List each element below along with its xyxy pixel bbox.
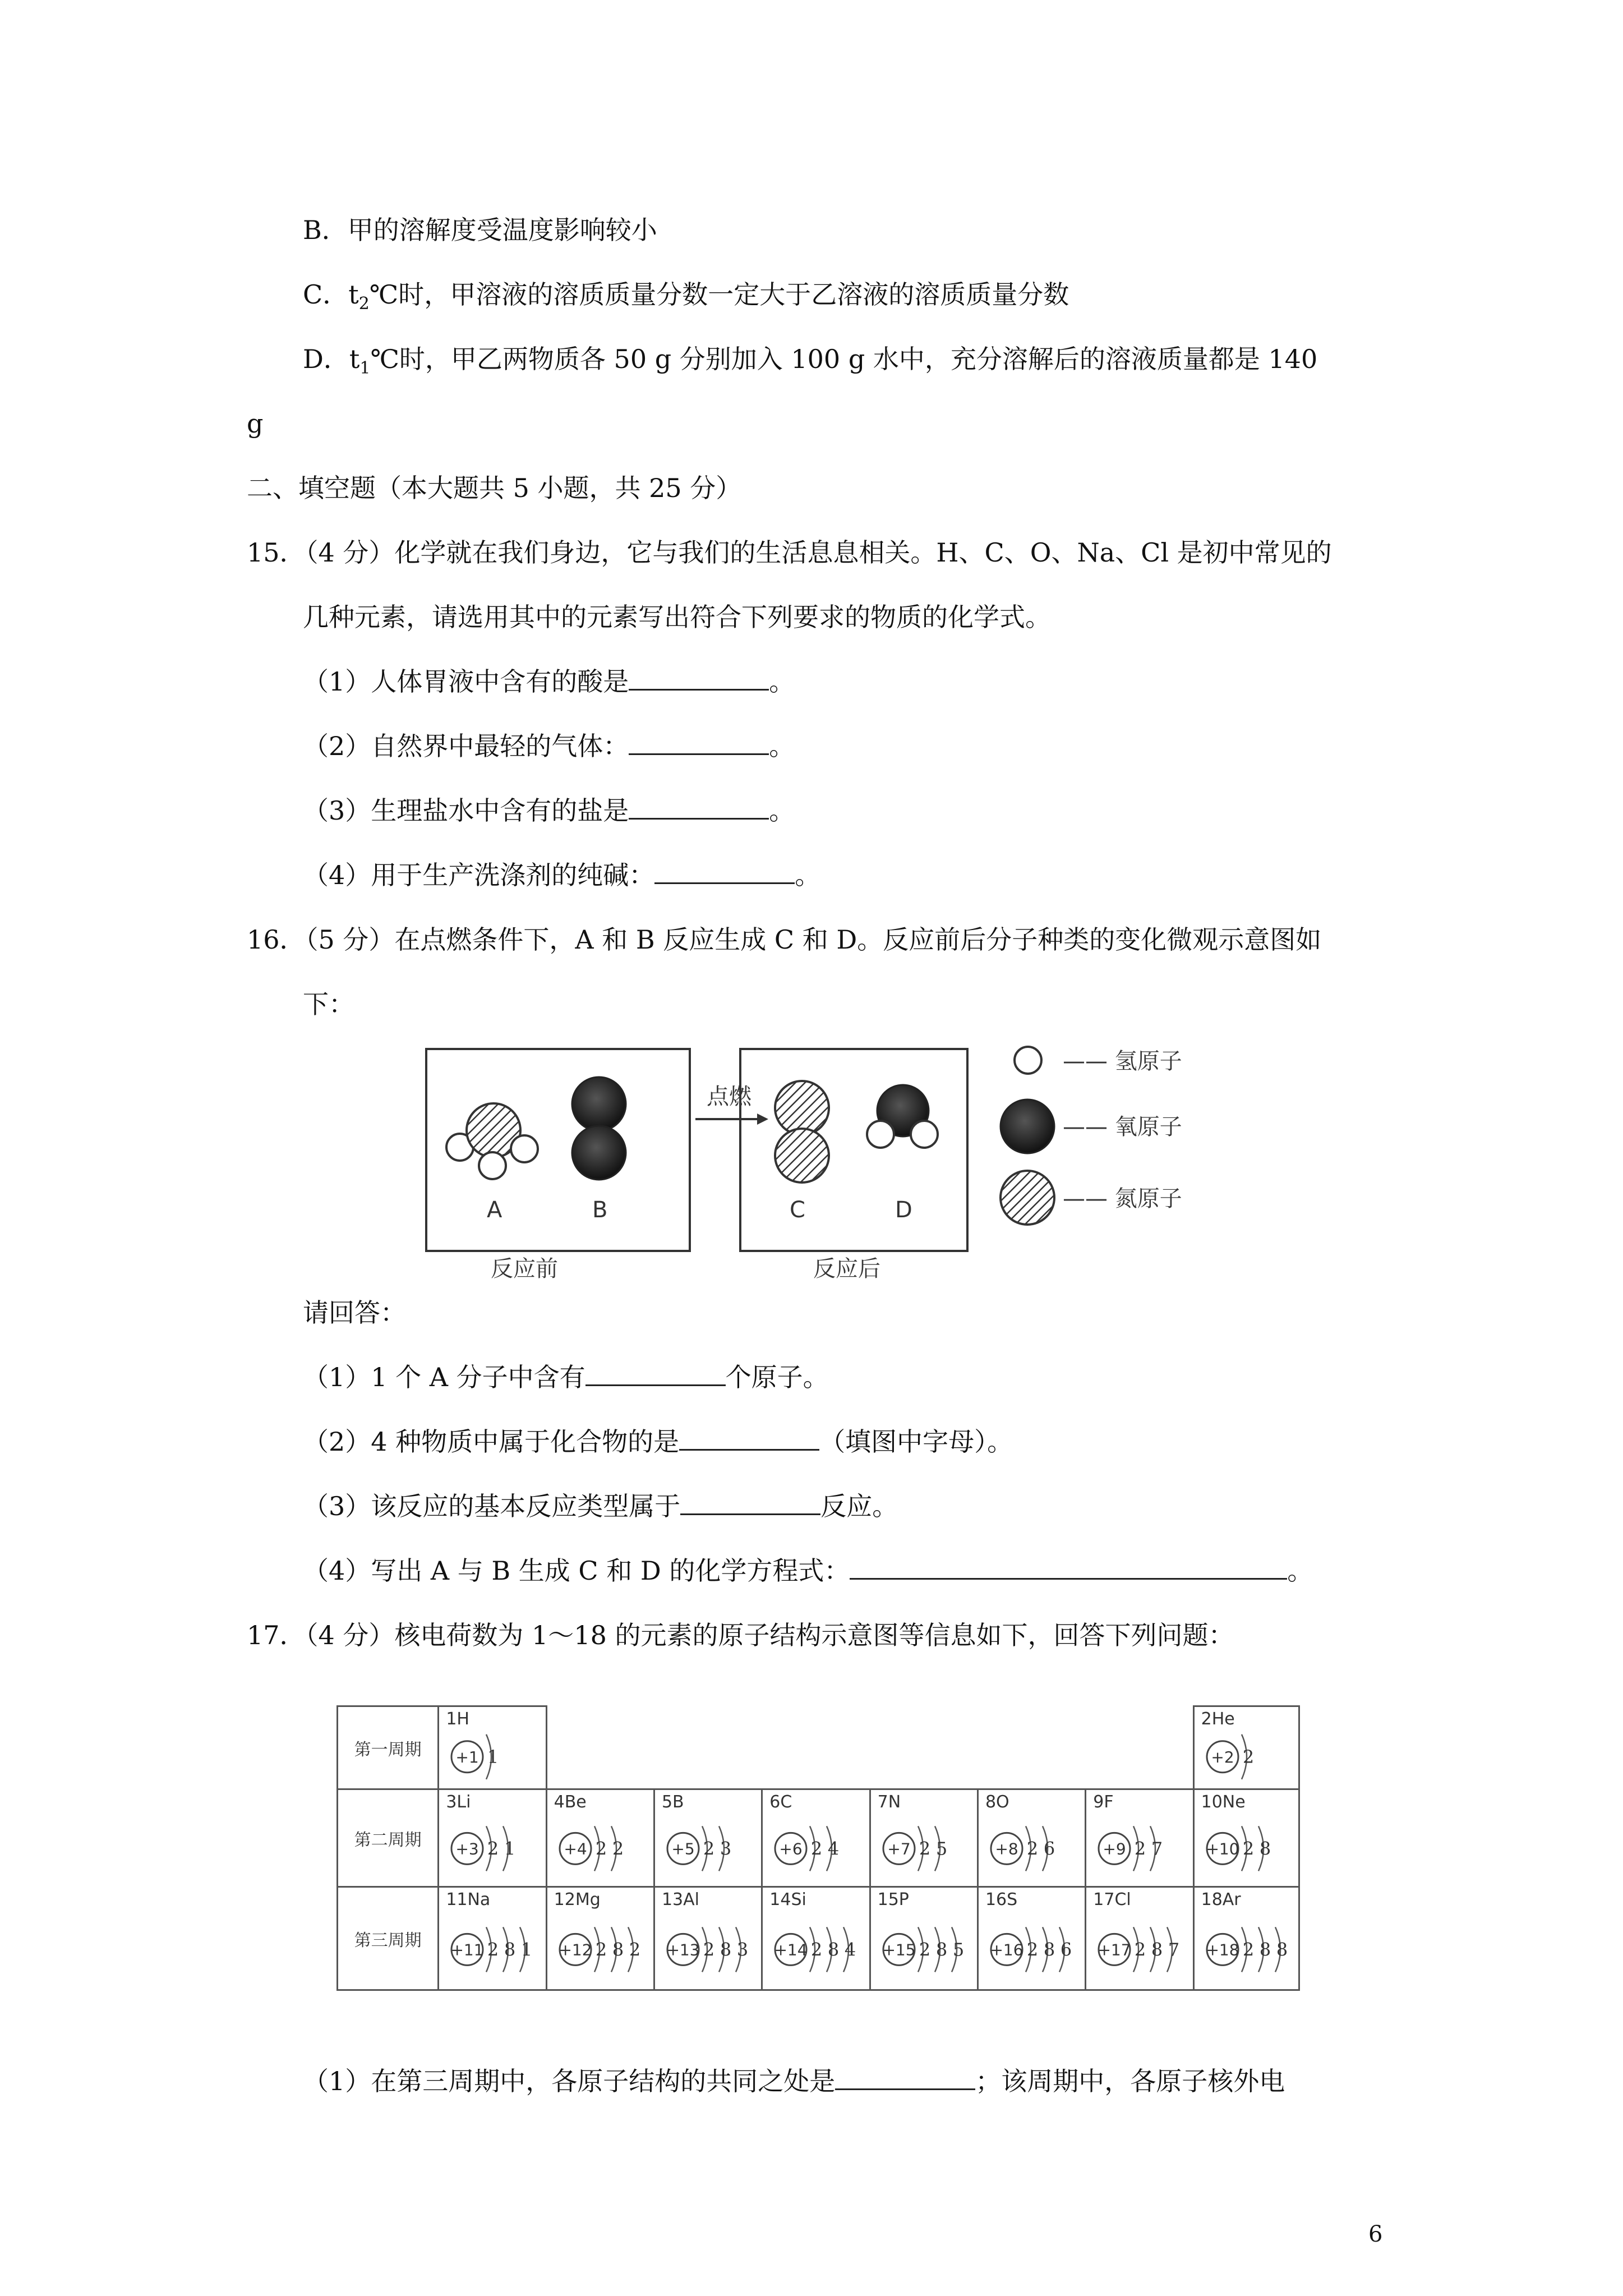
element-cell — [654, 1887, 762, 1990]
q16-stem: 16．（5 分）在点燃条件下，A 和 B 反应生成 C 和 D。反应前后分子种类的变化微观示意图如 — [247, 924, 1322, 955]
option-c-sub: 2 — [358, 294, 370, 314]
legend-h-icon — [1015, 1047, 1041, 1074]
q15-stem: 15．（4 分）化学就在我们身边，它与我们的生活息息相关。H、C、O、Na、Cl 是初中常见的 — [247, 537, 1332, 568]
atom-structure-diagram — [763, 1790, 870, 1888]
element-symbol: 5B — [661, 1792, 684, 1812]
option-d-text: ℃时，甲乙两物质各 50 g 分别加入 100 g 水中，充分溶解后的溶液质量都是 140 — [370, 344, 1318, 374]
q16-sub4-text: （4）写出 A 与 B 生成 C 和 D 的化学方程式： — [303, 1556, 850, 1586]
atom-structure-diagram — [871, 1888, 979, 1991]
atom-structure-diagram — [439, 1790, 547, 1888]
shell-electron-count: 2 — [612, 1838, 624, 1860]
atom-structure-diagram — [439, 1707, 547, 1790]
shell-electron-count: 4 — [828, 1838, 840, 1860]
answer-blank[interactable] — [680, 1491, 820, 1515]
h-atom — [511, 1135, 538, 1162]
arrow-head — [757, 1114, 768, 1125]
shell-electron-count: 8 — [720, 1939, 732, 1961]
element-symbol: 15P — [877, 1890, 909, 1910]
option-b: B．甲的溶解度受温度影响较小 — [303, 215, 657, 245]
element-cell — [870, 1887, 978, 1990]
nuclear-charge: +6 — [779, 1839, 803, 1858]
shell-electron-count: 2 — [703, 1939, 715, 1961]
atom-structure-diagram — [439, 1888, 547, 1991]
shell-electron-count: 2 — [487, 1939, 499, 1961]
shell-electron-count: 2 — [1135, 1939, 1146, 1961]
shell-electron-count: 8 — [1259, 1838, 1271, 1860]
shell-electron-count: 7 — [1168, 1939, 1180, 1961]
nuclear-charge: +2 — [1210, 1747, 1234, 1766]
answer-blank[interactable] — [629, 795, 769, 820]
answer-blank[interactable] — [629, 731, 769, 755]
q15-sub1-text: （1）人体胃液中含有的酸是 — [303, 666, 629, 697]
atom-structure-diagram — [1195, 1790, 1300, 1888]
element-cell — [1193, 1789, 1299, 1887]
shell-electron-count: 3 — [736, 1939, 749, 1961]
element-symbol: 12Mg — [554, 1890, 601, 1910]
atom-structure-diagram — [871, 1790, 979, 1888]
shell-electron-count: 8 — [612, 1939, 624, 1961]
o-atom — [572, 1126, 626, 1180]
element-symbol: 6C — [769, 1792, 792, 1812]
q16-sub4 — [303, 1554, 1313, 1588]
period-label: 第三周期 — [338, 1887, 439, 1990]
option-c-text: ℃时，甲溶液的溶质质量分数一定大于乙溶液的溶质质量分数 — [369, 279, 1069, 310]
element-cell — [762, 1887, 870, 1990]
atom-structure-diagram — [655, 1790, 763, 1888]
q16-sub2-tail: （填图中字母）。 — [819, 1427, 1013, 1457]
element-cell — [1086, 1789, 1193, 1887]
h-atom — [911, 1121, 938, 1148]
element-symbol: 14Si — [769, 1890, 806, 1910]
element-cell — [439, 1706, 546, 1789]
legend-o: —— 氧原子 — [1063, 1114, 1182, 1140]
element-symbol: 16S — [985, 1890, 1018, 1910]
shell-electron-count: 2 — [595, 1939, 607, 1961]
atom-structure-diagram — [547, 1888, 655, 1991]
shell-electron-count: 2 — [1026, 1838, 1039, 1860]
answer-blank[interactable] — [679, 1427, 819, 1451]
element-cell — [439, 1887, 546, 1990]
period-mark: 。 — [1287, 1556, 1313, 1586]
option-d — [303, 342, 1317, 376]
element-symbol: 18Ar — [1201, 1890, 1241, 1910]
arrow-label: 点燃 — [707, 1084, 751, 1110]
element-cell — [870, 1789, 978, 1887]
q15-sub2-text: （2）自然界中最轻的气体： — [303, 731, 629, 761]
q16-sub1-text: （1）1 个 A 分子中含有 — [303, 1362, 585, 1392]
q16-sub1 — [303, 1360, 829, 1394]
answer-blank[interactable] — [850, 1556, 1287, 1580]
shell-electron-count: 8 — [828, 1939, 840, 1961]
q17-sub1 — [303, 2064, 1285, 2098]
option-d-continued: g — [247, 408, 264, 439]
shell-electron-count: 6 — [1043, 1838, 1055, 1860]
reaction-diagram — [421, 1038, 1385, 1290]
n-atom — [775, 1129, 829, 1182]
shell-electron-count: 2 — [1135, 1838, 1146, 1860]
label-b: B — [592, 1197, 608, 1223]
section-heading: 二、填空题（本大题共 5 小题，共 25 分） — [247, 473, 742, 503]
answer-blank[interactable] — [835, 2066, 975, 2090]
shell-electron-count: 2 — [595, 1838, 607, 1860]
label-a: A — [487, 1197, 502, 1223]
label-c: C — [790, 1197, 805, 1223]
atom-structure-diagram — [1086, 1790, 1194, 1888]
q16-sub3-text: （3）该反应的基本反应类型属于 — [303, 1491, 681, 1521]
element-cell — [762, 1789, 870, 1887]
period-mark: 。 — [769, 795, 795, 826]
option-d-pre: D．t — [303, 344, 360, 374]
element-cell — [546, 1887, 654, 1990]
atom-structure-diagram — [1195, 1888, 1300, 1991]
atom-structure-diagram — [1195, 1707, 1300, 1790]
answer-blank[interactable] — [585, 1362, 726, 1386]
legend-n-icon — [1000, 1171, 1054, 1225]
shell-electron-count: 4 — [845, 1939, 856, 1961]
page-number: 6 — [1368, 2221, 1383, 2247]
nuclear-charge: +1 — [455, 1747, 479, 1766]
legend-o-icon — [1000, 1099, 1054, 1153]
element-cell — [1193, 1706, 1299, 1789]
q16-sub1-tail: 个原子。 — [725, 1362, 829, 1392]
shell-electron-count: 3 — [720, 1838, 732, 1860]
element-symbol: 13Al — [661, 1890, 699, 1910]
nuclear-charge: +9 — [1103, 1839, 1126, 1858]
q15-sub3-text: （3）生理盐水中含有的盐是 — [303, 795, 629, 826]
shell-electron-count: 2 — [629, 1939, 640, 1961]
q16-stem-cont: 下： — [303, 989, 354, 1019]
shell-electron-count: 7 — [1151, 1838, 1163, 1860]
element-symbol: 4Be — [554, 1792, 587, 1812]
atom-structure-diagram — [1086, 1888, 1194, 1991]
nuclear-charge: +12 — [559, 1940, 592, 1959]
element-symbol: 9F — [1093, 1792, 1114, 1812]
option-d-sub: 1 — [359, 358, 371, 378]
nuclear-charge: +13 — [666, 1940, 700, 1959]
option-c-pre: C．t — [303, 279, 359, 310]
caption-before: 反应前 — [491, 1256, 558, 1282]
element-cell — [439, 1789, 546, 1887]
q15-sub1 — [303, 665, 795, 698]
nuclear-charge: +11 — [450, 1940, 484, 1959]
element-cell — [654, 1789, 762, 1887]
nuclear-charge: +17 — [1098, 1940, 1131, 1959]
shell-electron-count: 8 — [1259, 1939, 1271, 1961]
period-mark: 。 — [795, 860, 821, 890]
period-label: 第一周期 — [338, 1706, 439, 1789]
nuclear-charge: +15 — [882, 1940, 916, 1959]
element-symbol: 8O — [985, 1792, 1009, 1812]
shell-electron-count: 8 — [1151, 1939, 1163, 1961]
period-mark: 。 — [769, 731, 795, 761]
answer-blank[interactable] — [629, 666, 769, 691]
nuclear-charge: +8 — [995, 1839, 1018, 1858]
period-mark: 。 — [769, 666, 795, 697]
shell-electron-count: 5 — [935, 1838, 947, 1860]
element-symbol: 10Ne — [1201, 1792, 1246, 1812]
shell-electron-count: 8 — [1276, 1939, 1288, 1961]
element-symbol: 7N — [877, 1792, 901, 1812]
element-symbol: 2He — [1201, 1709, 1235, 1729]
q15-sub4 — [303, 858, 820, 892]
label-d: D — [895, 1197, 912, 1223]
element-cell — [1193, 1887, 1299, 1990]
shell-electron-count: 2 — [811, 1939, 823, 1961]
atom-structure-diagram — [547, 1790, 655, 1888]
caption-after: 反应后 — [813, 1256, 880, 1282]
atom-structure-diagram — [763, 1888, 870, 1991]
nuclear-charge: +18 — [1206, 1940, 1239, 1959]
shell-electron-count: 2 — [1242, 1746, 1254, 1768]
legend-n: —— 氮原子 — [1063, 1186, 1182, 1212]
q17-sub1-tail: ；该周期中，各原子核外电 — [975, 2066, 1285, 2096]
element-cell — [546, 1789, 654, 1887]
atom-structure-diagram — [979, 1790, 1086, 1888]
h-atom — [479, 1152, 506, 1179]
legend-h: —— 氢原子 — [1063, 1048, 1182, 1074]
q15-sub2 — [303, 729, 795, 763]
option-c — [303, 278, 1069, 314]
atom-structure-diagram — [979, 1888, 1086, 1991]
shell-electron-count: 6 — [1060, 1939, 1072, 1961]
q15-stem-cont: 几种元素，请选用其中的元素写出符合下列要求的物质的化学式。 — [303, 602, 1051, 632]
shell-electron-count: 1 — [504, 1838, 516, 1860]
element-symbol: 11Na — [446, 1890, 491, 1910]
q16-ask: 请回答： — [303, 1297, 406, 1328]
shell-electron-count: 2 — [1242, 1838, 1254, 1860]
q17-stem: 17．（4 分）核电荷数为 1～18 的元素的原子结构示意图等信息如下，回答下列问题： — [247, 1620, 1234, 1650]
q16-sub2-text: （2）4 种物质中属于化合物的是 — [303, 1427, 680, 1457]
shell-electron-count: 2 — [811, 1838, 823, 1860]
periodic-table — [336, 1705, 1300, 1991]
element-symbol: 17Cl — [1093, 1890, 1131, 1910]
shell-electron-count: 8 — [935, 1939, 947, 1961]
shell-electron-count: 2 — [919, 1838, 930, 1860]
element-cell — [1086, 1887, 1193, 1990]
shell-electron-count: 2 — [919, 1939, 930, 1961]
element-cell — [978, 1887, 1085, 1990]
atom-structure-diagram — [655, 1888, 763, 1991]
period-label: 第二周期 — [338, 1789, 439, 1887]
shell-electron-count: 2 — [703, 1838, 715, 1860]
nuclear-charge: +7 — [887, 1839, 911, 1858]
q17-sub1-text: （1）在第三周期中，各原子结构的共同之处是 — [303, 2066, 836, 2096]
element-cell — [978, 1789, 1085, 1887]
n-atom — [775, 1081, 829, 1135]
nuclear-charge: +5 — [671, 1839, 695, 1858]
q16-sub2 — [303, 1425, 1013, 1458]
shell-electron-count: 5 — [952, 1939, 964, 1961]
nuclear-charge: +16 — [990, 1940, 1023, 1959]
element-symbol: 3Li — [446, 1792, 471, 1812]
element-symbol: 1H — [446, 1709, 469, 1729]
nuclear-charge: +3 — [455, 1839, 479, 1858]
after-box — [740, 1049, 967, 1251]
shell-electron-count: 2 — [487, 1838, 499, 1860]
shell-electron-count: 2 — [1026, 1939, 1039, 1961]
o-atom — [572, 1077, 626, 1131]
shell-electron-count: 1 — [487, 1746, 499, 1768]
q15-sub3 — [303, 794, 795, 827]
shell-electron-count: 1 — [521, 1939, 533, 1961]
h-atom — [867, 1121, 894, 1148]
nuclear-charge: +14 — [774, 1940, 808, 1959]
nuclear-charge: +10 — [1206, 1839, 1239, 1858]
nuclear-charge: +4 — [564, 1839, 587, 1858]
q15-sub4-text: （4）用于生产洗涤剂的纯碱： — [303, 860, 655, 890]
q16-sub3 — [303, 1489, 898, 1523]
shell-electron-count: 2 — [1242, 1939, 1254, 1961]
answer-blank[interactable] — [654, 860, 795, 884]
q16-sub3-tail: 反应。 — [820, 1491, 898, 1521]
shell-electron-count: 8 — [504, 1939, 516, 1961]
shell-electron-count: 8 — [1043, 1939, 1055, 1961]
